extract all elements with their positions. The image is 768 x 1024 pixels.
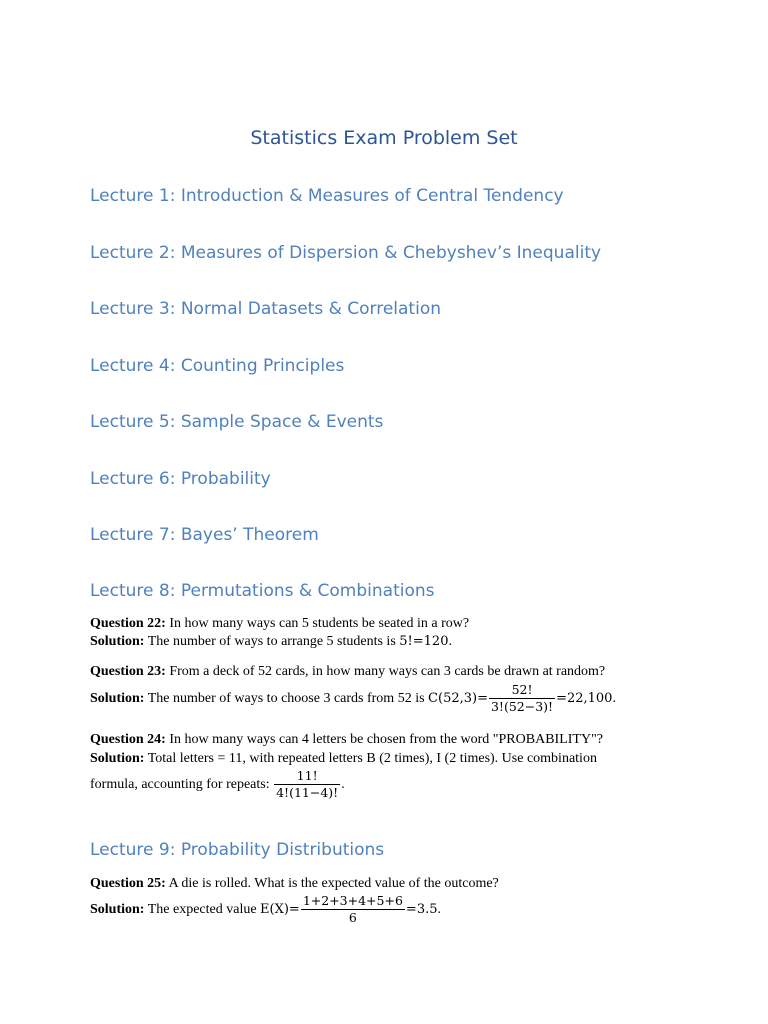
solution-24-continued bbox=[90, 768, 345, 802]
solution-23-numerator: 52! bbox=[489, 682, 555, 699]
solution-23-math-post: =22,100 bbox=[556, 691, 613, 706]
solution-24-label: Solution: bbox=[90, 751, 145, 766]
solution-24-text: Total letters = 11, with repeated letters B (2 times), I (2 times). Use combination bbox=[144, 751, 597, 766]
solution-24-text-2: formula, accounting for repeats: bbox=[90, 777, 274, 792]
lecture-7-heading: Lecture 7: Bayes’ Theorem bbox=[90, 525, 319, 545]
question-23-label: Question 23: bbox=[90, 664, 166, 679]
solution-23-denominator: 3!(52−3)! bbox=[490, 699, 554, 715]
solution-24-fraction bbox=[274, 768, 340, 801]
question-25-text: A die is rolled. What is the expected value of the outcome? bbox=[165, 876, 499, 891]
lecture-8-heading: Lecture 8: Permutations & Combinations bbox=[90, 581, 435, 601]
solution-25-text: The expected value bbox=[144, 902, 261, 917]
solution-23-end: . bbox=[612, 691, 616, 706]
solution-23-math-pre: C(52,3)= bbox=[428, 691, 488, 706]
question-25 bbox=[90, 875, 499, 893]
solution-25-denominator: 6 bbox=[348, 910, 357, 926]
lecture-3-heading: Lecture 3: Normal Datasets & Correlation bbox=[90, 299, 441, 319]
question-23-text: From a deck of 52 cards, in how many ways can 3 cards be drawn at random? bbox=[165, 664, 606, 679]
lecture-1-heading: Lecture 1: Introduction & Measures of Central Tendency bbox=[90, 186, 564, 206]
lecture-4-heading: Lecture 4: Counting Principles bbox=[90, 356, 345, 376]
solution-22-math: 5!=120 bbox=[399, 634, 449, 649]
solution-24-denominator: 4!(11−4)! bbox=[276, 785, 339, 801]
solution-24-end: . bbox=[341, 777, 345, 792]
solution-25-math-post: =3.5 bbox=[405, 902, 438, 917]
solution-25-math-pre: E(X)= bbox=[260, 902, 300, 917]
solution-23-label: Solution: bbox=[90, 691, 145, 706]
question-24-text: In how many ways can 4 letters be chosen from the word "PROBABILITY"? bbox=[165, 732, 604, 747]
question-25-label: Question 25: bbox=[90, 876, 166, 891]
solution-25-numerator: 1+2+3+4+5+6 bbox=[302, 893, 403, 909]
solution-22 bbox=[90, 633, 452, 651]
solution-22-end: . bbox=[448, 634, 452, 649]
question-24-label: Question 24: bbox=[90, 732, 166, 747]
lecture-6-heading: Lecture 6: Probability bbox=[90, 469, 271, 489]
question-22-text: In how many ways can 5 students be seated in a row? bbox=[165, 616, 470, 631]
lecture-5-heading: Lecture 5: Sample Space & Events bbox=[90, 412, 384, 432]
question-22 bbox=[90, 615, 469, 633]
solution-23-fraction bbox=[489, 682, 555, 715]
solution-25-fraction bbox=[301, 893, 405, 926]
question-22-label: Question 22: bbox=[90, 616, 166, 631]
question-24 bbox=[90, 731, 603, 749]
solution-25-end: . bbox=[437, 902, 441, 917]
solution-23-text: The number of ways to choose 3 cards from 52 is bbox=[144, 691, 429, 706]
solution-24-numerator: 11! bbox=[274, 768, 340, 785]
solution-25-label: Solution: bbox=[90, 902, 145, 917]
question-23 bbox=[90, 663, 605, 681]
page-title: Statistics Exam Problem Set bbox=[250, 127, 518, 149]
lecture-2-heading: Lecture 2: Measures of Dispersion & Chebyshev’s Inequality bbox=[90, 243, 602, 263]
solution-23 bbox=[90, 682, 616, 716]
solution-22-text: The number of ways to arrange 5 students is bbox=[144, 634, 400, 649]
solution-25 bbox=[90, 893, 441, 927]
lecture-9-heading: Lecture 9: Probability Distributions bbox=[90, 840, 385, 860]
solution-24 bbox=[90, 750, 597, 768]
solution-22-label: Solution: bbox=[90, 634, 145, 649]
